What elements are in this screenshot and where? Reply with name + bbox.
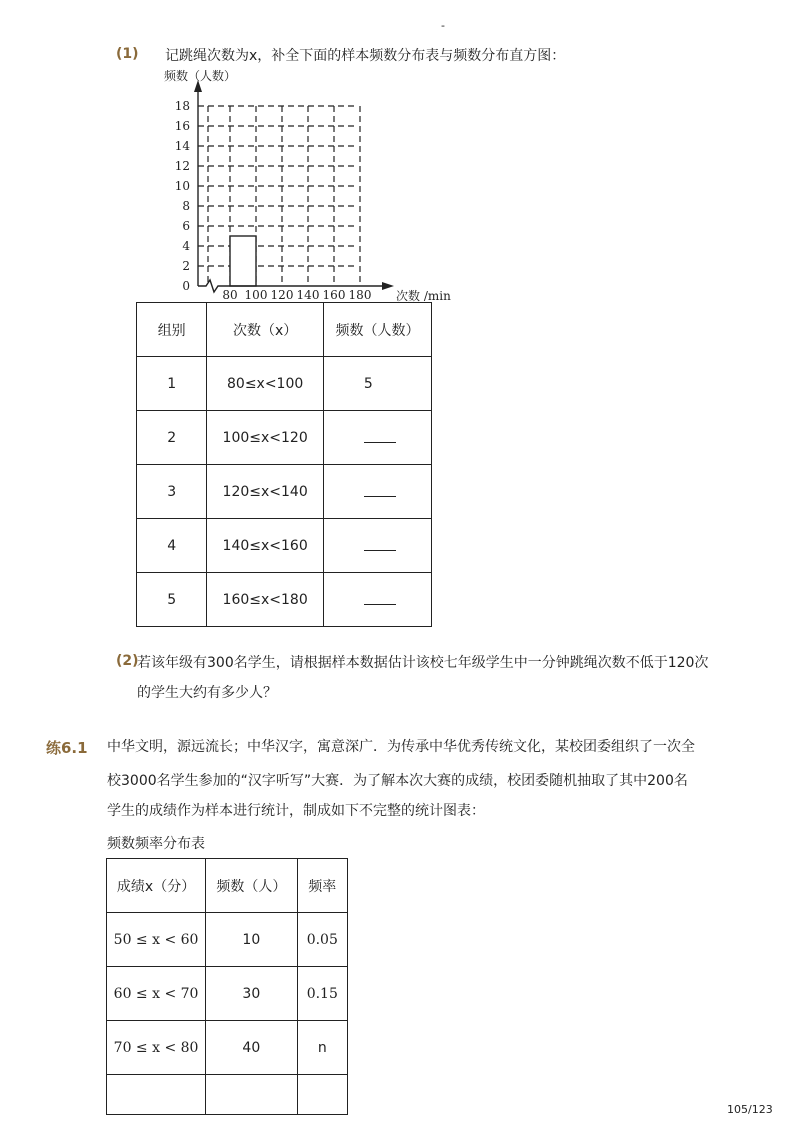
group-cell: 1 [137, 357, 207, 411]
histogram-y-axis-label: 频数（人数） [164, 69, 237, 83]
x-tick-label: 140 [296, 288, 320, 302]
y-tick-label: 6 [182, 219, 190, 233]
exercise-line-3: 学生的成绩作为样本进行统计，制成如下不完整的统计图表： [107, 803, 485, 819]
count-blank[interactable] [323, 519, 431, 573]
table-header-cell: 频率 [297, 859, 347, 913]
question-1-text: 记跳绳次数为x，补全下面的样本频数分布表与频数分布直方图： [165, 48, 566, 64]
frequency-table-1 [136, 302, 432, 627]
table-2-title: 频数频率分布表 [107, 836, 205, 852]
table-row [137, 411, 432, 465]
count-cell: 40 [206, 1021, 297, 1075]
histogram-ticks [175, 99, 372, 302]
answer-blank[interactable] [364, 428, 396, 443]
y-tick-label: 10 [174, 179, 190, 193]
group-cell: 3 [137, 465, 207, 519]
count-cell: 30 [206, 967, 297, 1021]
empty-cell [206, 1075, 297, 1115]
x-tick-label: 80 [222, 288, 238, 302]
frequency-table-2 [106, 858, 348, 1115]
page-number: 105/123 [727, 1103, 773, 1116]
range-cell: 120≤x<140 [207, 465, 324, 519]
x-tick-label: 160 [322, 288, 346, 302]
question-2-label: (2) [116, 653, 139, 669]
answer-blank[interactable] [364, 482, 396, 497]
score-range-cell: 70 ≤ x < 80 [107, 1021, 206, 1075]
table-header-row [107, 859, 348, 913]
group-cell: 5 [137, 573, 207, 627]
table-header-cell: 频数（人数） [323, 303, 431, 357]
histogram-x-axis-label: 次数 /min [396, 289, 451, 303]
x-tick-label: 180 [348, 288, 372, 302]
score-range-cell: 50 ≤ x < 60 [107, 913, 206, 967]
y-tick-label: 14 [174, 139, 190, 153]
group-cell: 4 [137, 519, 207, 573]
range-cell: 160≤x<180 [207, 573, 324, 627]
histogram-bar [230, 236, 256, 286]
table-header-row [137, 303, 432, 357]
table-row [107, 913, 348, 967]
x-axis-arrow [382, 282, 394, 290]
exercise-line-2: 校3000名学生参加的“汉字听写”大赛．为了解本次大赛的成绩，校团委随机抽取了其中200名 [107, 773, 688, 789]
count-cell: 5 [323, 357, 431, 411]
range-cell: 100≤x<120 [207, 411, 324, 465]
count-cell: 10 [206, 913, 297, 967]
table-row [137, 357, 432, 411]
y-tick-label: 0 [182, 279, 190, 293]
score-range-cell: 60 ≤ x < 70 [107, 967, 206, 1021]
table-header-cell: 组别 [137, 303, 207, 357]
table-header-cell: 成绩x（分） [107, 859, 206, 913]
table-row [107, 967, 348, 1021]
page-mark: - [441, 19, 445, 32]
frequency-histogram [150, 62, 470, 306]
y-tick-label: 12 [174, 159, 190, 173]
group-cell: 2 [137, 411, 207, 465]
rate-cell: 0.05 [297, 913, 347, 967]
question-1-label: (1) [116, 46, 139, 62]
answer-blank[interactable] [364, 536, 396, 551]
empty-cell [297, 1075, 347, 1115]
table-row [137, 465, 432, 519]
empty-cell [107, 1075, 206, 1115]
range-cell: 80≤x<100 [207, 357, 324, 411]
table-header-cell: 次数（x） [207, 303, 324, 357]
y-tick-label: 8 [182, 199, 190, 213]
y-tick-label: 16 [174, 119, 190, 133]
table-row [137, 573, 432, 627]
histogram-grid [198, 106, 360, 286]
range-cell: 140≤x<160 [207, 519, 324, 573]
count-blank[interactable] [323, 465, 431, 519]
question-2-line-1: 若该年级有300名学生，请根据样本数据估计该校七年级学生中一分钟跳绳次数不低于120次 [137, 655, 709, 671]
table-row [107, 1021, 348, 1075]
rate-cell: 0.15 [297, 967, 347, 1021]
rate-cell: n [297, 1021, 347, 1075]
answer-blank[interactable] [364, 590, 396, 605]
table-row-partial [107, 1075, 348, 1115]
exercise-label: 练6.1 [46, 739, 88, 757]
x-tick-label: 120 [270, 288, 294, 302]
histogram-bars [230, 236, 256, 286]
y-tick-label: 4 [182, 239, 190, 253]
count-blank[interactable] [323, 573, 431, 627]
table-row [137, 519, 432, 573]
table-header-cell: 频数（人） [206, 859, 297, 913]
count-blank[interactable] [323, 411, 431, 465]
exercise-line-1: 中华文明，源远流长；中华汉字，寓意深广．为传承中华优秀传统文化，某校团委组织了一次全 [107, 739, 695, 755]
x-tick-label: 100 [244, 288, 268, 302]
question-2-line-2: 的学生大约有多少人？ [137, 685, 277, 701]
y-tick-label: 2 [182, 259, 190, 273]
y-tick-label: 18 [174, 99, 190, 113]
